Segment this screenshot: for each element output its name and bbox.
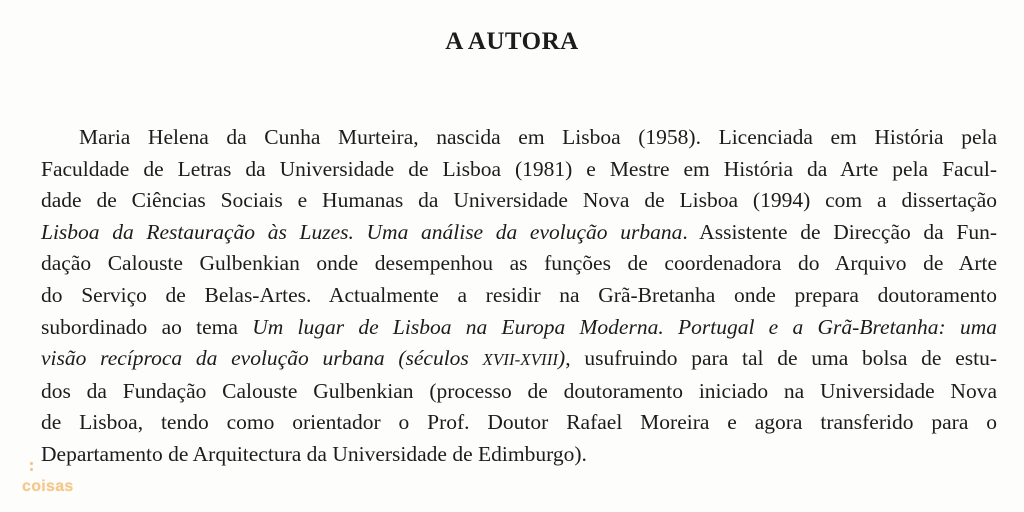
bio-italic-text: visão recíproca da evolução urbana (séculos: [41, 346, 483, 371]
bio-line: [41, 217, 997, 249]
bio-italic-text: ): [558, 346, 566, 371]
watermark-logo: coisas: [22, 478, 74, 495]
bio-line: [41, 185, 997, 217]
bio-italic-text: XVII-XVIII: [482, 350, 559, 370]
bio-text: dação Calouste Gulbenkian onde desempenhou as funções de coordenadora do Arquivo de Arte: [41, 251, 997, 276]
bio-line: [41, 280, 997, 312]
bio-text: subordinado ao tema: [41, 314, 253, 339]
bio-text: dade de Ciências Sociais e Humanas da Universidade Nova de Lisboa (1994) com a dissertação: [41, 188, 997, 213]
bio-text: Faculdade de Letras da Universidade de Lisboa (1981) e Mestre em História da Arte pela Facul-: [41, 156, 997, 181]
bio-line: [41, 312, 997, 344]
bio-line: [41, 154, 997, 186]
author-biography: [41, 122, 997, 471]
bio-line: [41, 122, 997, 154]
bio-text: Departamento de Arquitectura da Universidade de Edimburgo).: [41, 441, 587, 466]
bio-text: dos da Fundação Calouste Gulbenkian (processo de doutoramento iniciado na Universidade Nova: [41, 378, 997, 403]
bio-line: [41, 343, 997, 376]
page-title: A AUTORA: [445, 28, 579, 55]
watermark-dots: [30, 462, 34, 478]
bio-text: Maria Helena da Cunha Murteira, nascida em Lisboa (1958). Licenciada em História pela: [79, 125, 997, 149]
bio-italic-text: Um lugar de Lisboa na Europa Moderna. Portugal e a Grã-Bretanha: uma: [252, 314, 997, 339]
bio-text: , usufruindo para tal de uma bolsa de estu-: [565, 346, 997, 371]
bio-text: de Lisboa, tendo como orientador o Prof. Doutor Rafael Moreira e agora transferido para o: [41, 410, 997, 435]
bio-italic-text: Lisboa da Restauração às Luzes. Uma análise da evolução urbana: [41, 219, 683, 244]
bio-line: [41, 376, 997, 408]
bio-text: . Assistente de Direcção da Fun-: [682, 219, 998, 244]
bio-line: [41, 407, 997, 439]
bio-line: [41, 248, 997, 280]
bio-text: do Serviço de Belas-Artes. Actualmente a residir na Grã-Bretanha onde prepara doutoramento: [41, 282, 997, 307]
bio-line: [41, 439, 997, 471]
